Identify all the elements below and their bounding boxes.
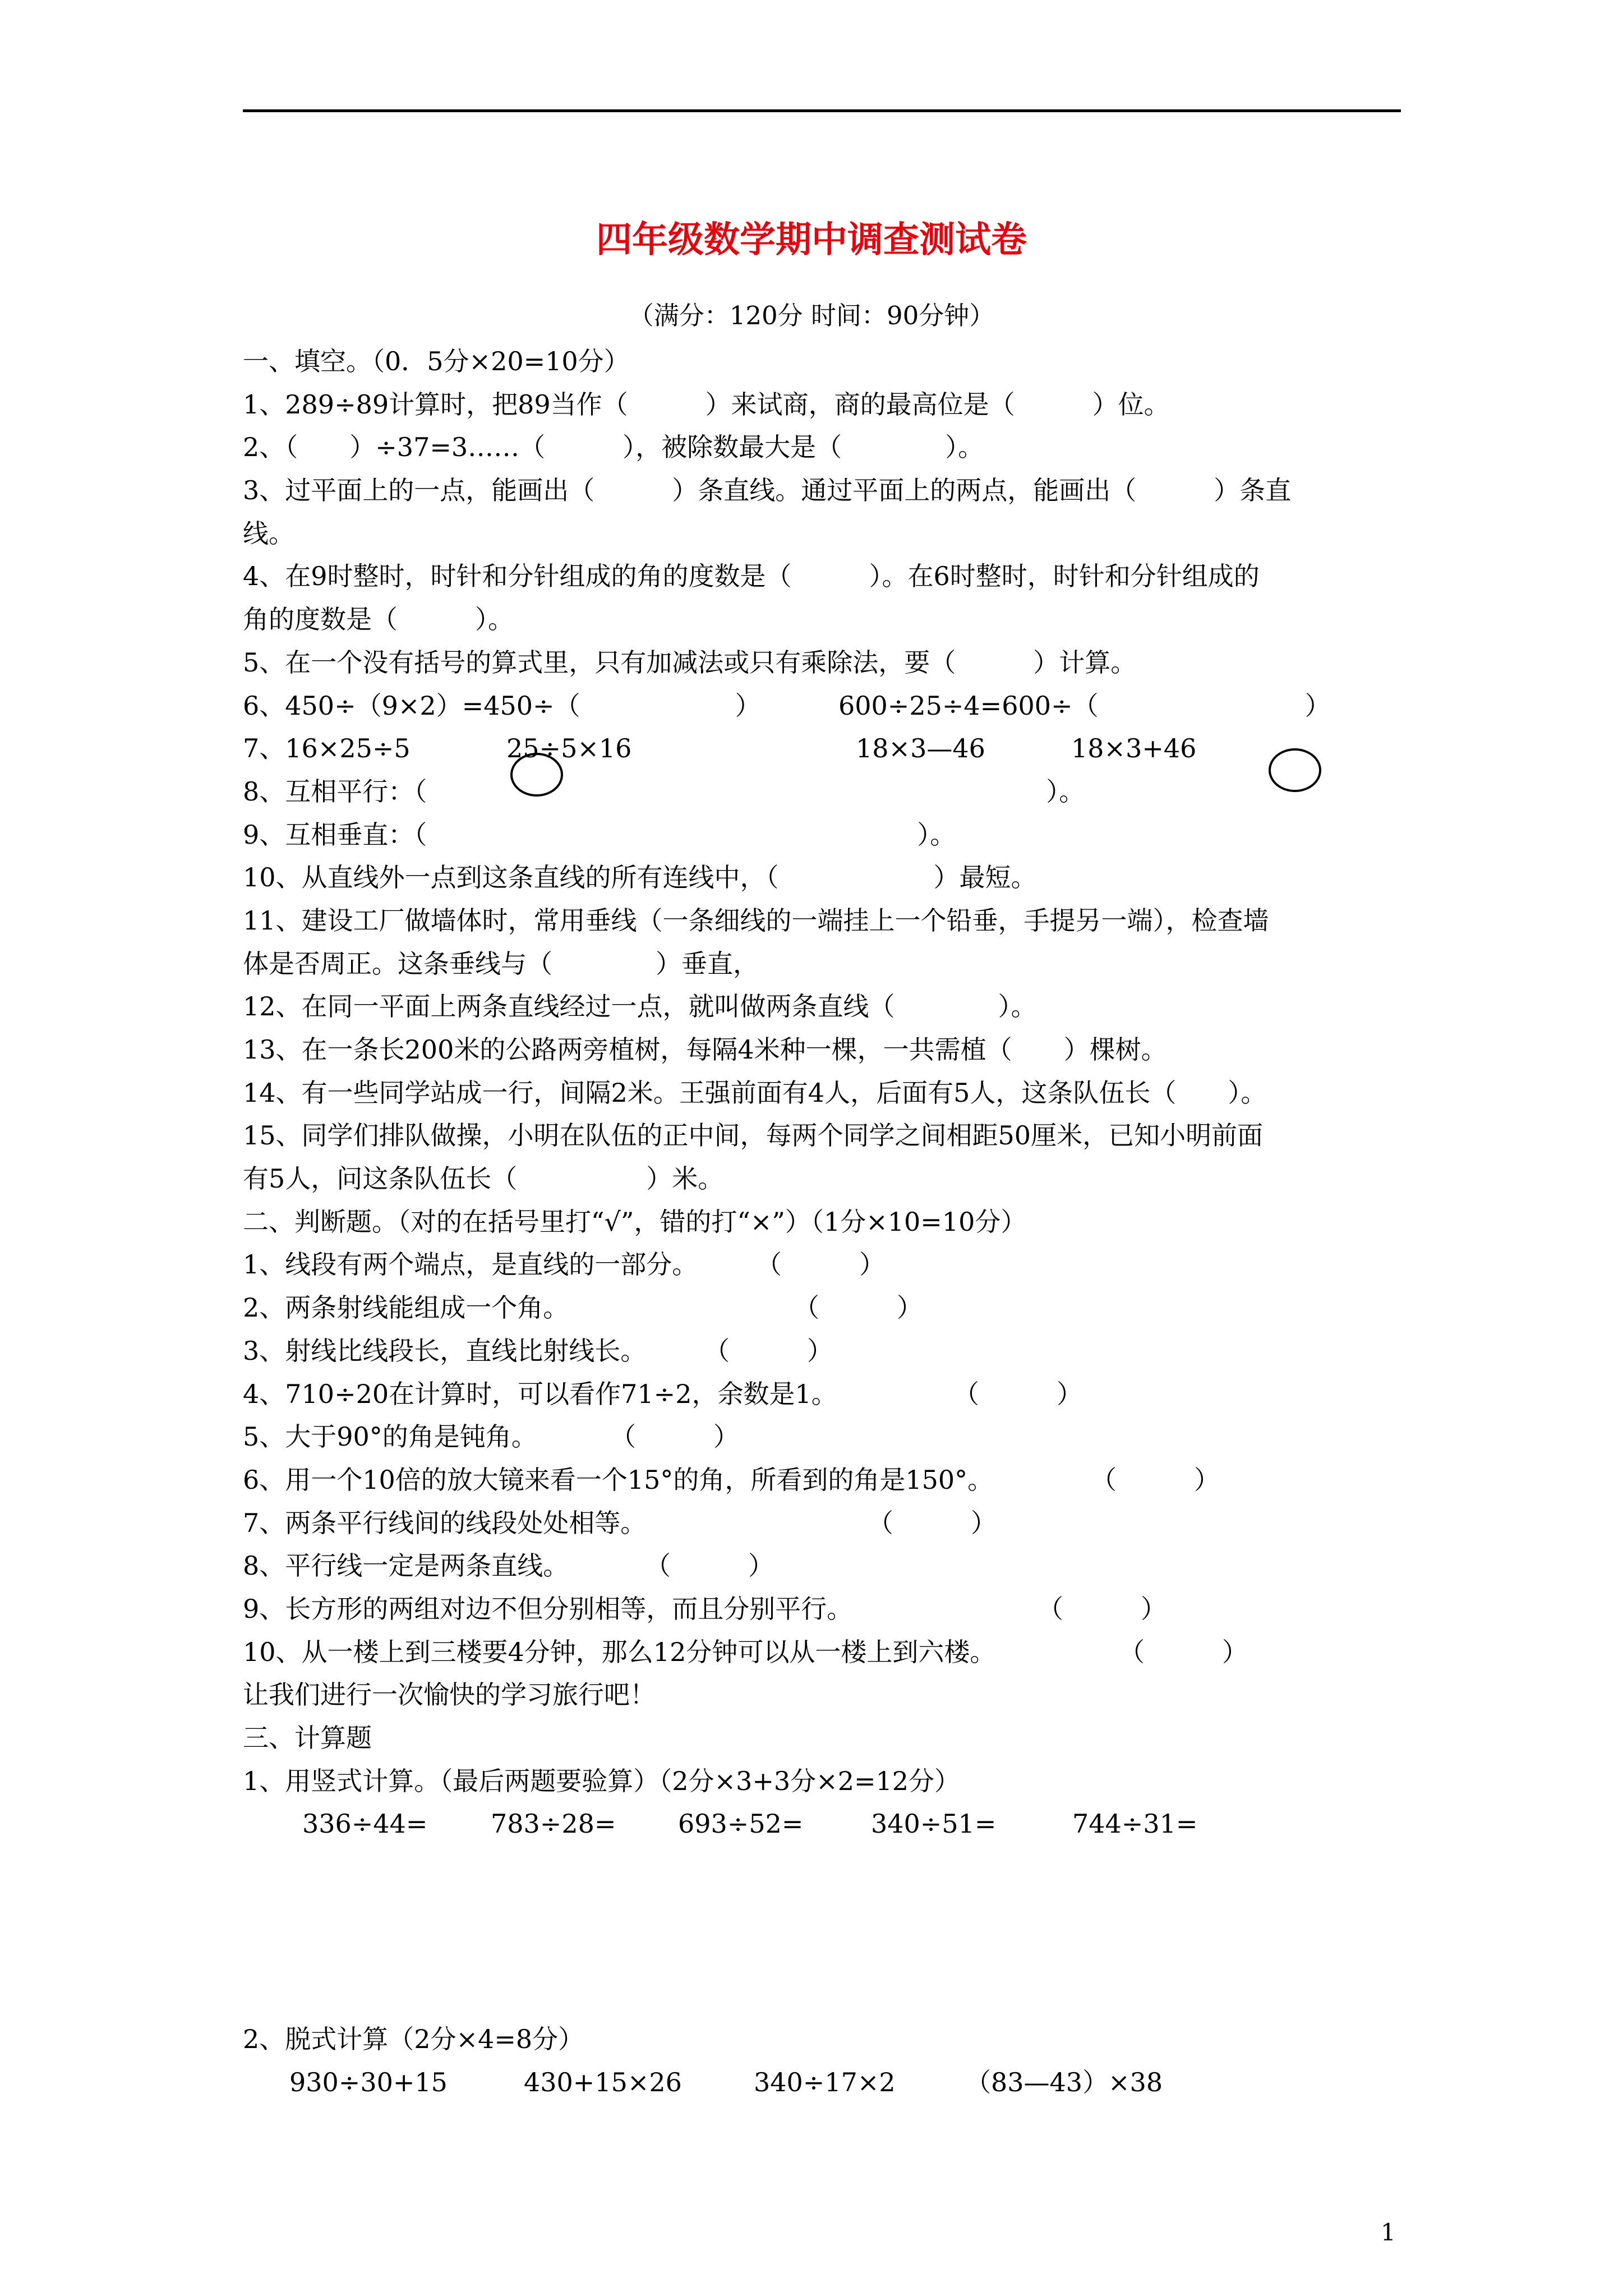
exam-title: 四年级数学期中调查测试卷	[596, 219, 1027, 261]
calc-problem: 336÷44=	[302, 1809, 428, 1839]
question-3-line1: 3、过平面上的一点，能画出（ ）条直线。通过平面上的两点，能画出（ ）条直	[243, 475, 1292, 506]
judge-bracket: （ ）	[610, 1421, 739, 1452]
calc-part1-heading: 1、用竖式计算。（最后两题要验算）（2分×3+3分×2=12分）	[243, 1765, 961, 1796]
exam-subtitle: （满分：120分 时间：90分钟）	[628, 301, 995, 330]
section3-heading: 三、计算题	[243, 1723, 372, 1753]
section2-heading: 二、判断题。（对的在括号里打“√”，错的打“×”）（1分×10=10分）	[243, 1206, 1027, 1237]
section1-heading: 一、填空。（0．5分×20=10分）	[243, 346, 630, 376]
judge-bracket: （ ）	[1038, 1593, 1166, 1624]
question-1: 1、289÷89计算时，把89当作（ ）来试商，商的最高位是（ ）位。	[243, 389, 1170, 420]
question-15-line2: 有5人，问这条队伍长（ ）米。	[243, 1163, 724, 1194]
question-7	[243, 727, 1401, 770]
page-number: 1	[1381, 2219, 1396, 2246]
judge-bracket: （ ）	[1091, 1464, 1220, 1495]
calc-problem: 430+15×26	[524, 2067, 682, 2097]
header-rule	[243, 109, 1401, 112]
calc-part2-heading: 2、脱式计算（2分×4=8分）	[243, 2023, 584, 2054]
question-7d: 18×3+46	[1071, 733, 1197, 764]
work-space	[243, 1846, 1401, 1889]
question-5: 5、在一个没有括号的算式里，只有加减法或只有乘除法，要（ ）计算。	[243, 647, 1137, 678]
calc-problem: （83—43）×38	[965, 2067, 1163, 2097]
work-space	[243, 1889, 1401, 1932]
calc-problem: 340÷51=	[871, 1809, 997, 1839]
judge-text: 7、两条平行线间的线段处处相等。	[243, 1507, 647, 1538]
question-15-line1: 15、同学们排队做操，小明在队伍的正中间，每两个同学之间相距50厘米，已知小明前面	[243, 1120, 1264, 1151]
judge-text: 10、从一楼上到三楼要4分钟，那么12分钟可以从一楼上到六楼。	[243, 1636, 996, 1667]
judge-text: 6、用一个10倍的放大镜来看一个15°的角，所看到的角是150°。	[243, 1464, 994, 1495]
judge-text: 3、射线比线段长，直线比射线长。	[243, 1335, 647, 1366]
exam-body	[243, 340, 1401, 2104]
judge-item	[243, 1243, 1401, 1286]
question-6b: 600÷25÷4=600÷（ ）	[838, 690, 1331, 721]
judge-item	[243, 1415, 1401, 1458]
judge-bracket: （ ）	[645, 1550, 774, 1581]
judge-text: 1、线段有两个端点，是直线的一部分。	[243, 1249, 698, 1280]
question-11-line2: 体是否周正。这条垂线与（ ）垂直，	[243, 948, 759, 979]
question-3-line2: 线。	[243, 518, 294, 549]
question-6	[243, 684, 1401, 728]
calc-problem: 693÷52=	[678, 1809, 804, 1839]
question-6a: 6、450÷（9×2）=450÷（ ）	[243, 690, 761, 721]
judge-item	[243, 1502, 1401, 1545]
question-4-line1: 4、在9时整时，时针和分针组成的角的度数是（ ）。在6时整时，时针和分针组成的	[243, 561, 1260, 592]
encouragement-note: 让我们进行一次愉快的学习旅行吧！	[243, 1680, 656, 1710]
calc-part1-problems	[243, 1802, 1401, 1846]
question-7c: 18×3—46	[856, 733, 985, 764]
calc-problem: 783÷28=	[491, 1809, 616, 1839]
question-11-line1: 11、建设工厂做墙体时，常用垂线（一条细线的一端挂上一个铅垂，手提另一端），检查墙	[243, 905, 1269, 936]
question-9: 9、互相垂直：（ ）。	[243, 819, 956, 850]
judge-bracket: （ ）	[868, 1507, 997, 1538]
question-7b: 25÷5×16	[506, 733, 632, 764]
question-8: 8、互相平行：（ ）。	[243, 776, 1085, 807]
judge-bracket: （ ）	[704, 1335, 833, 1366]
question-4-line2: 角的度数是（ ）。	[243, 604, 514, 635]
judge-item	[243, 1286, 1401, 1329]
calc-part2-problems	[243, 2061, 1401, 2104]
judge-text: 4、710÷20在计算时，可以看作71÷2，余数是1。	[243, 1378, 837, 1409]
question-10: 10、从直线外一点到这条直线的所有连线中，（ ）最短。	[243, 862, 1037, 893]
judge-bracket: （ ）	[1119, 1636, 1248, 1667]
work-space	[243, 1975, 1401, 2018]
calc-problem: 744÷31=	[1072, 1809, 1198, 1839]
judge-text: 8、平行线一定是两条直线。	[243, 1550, 569, 1581]
judge-bracket: （ ）	[756, 1249, 885, 1280]
judge-item	[243, 1588, 1401, 1631]
judge-text: 5、大于90°的角是钝角。	[243, 1421, 537, 1452]
question-12: 12、在同一平面上两条直线经过一点，就叫做两条直线（ ）。	[243, 991, 1037, 1022]
question-14: 14、有一些同学站成一行，间隔2米。王强前面有4人，后面有5人，这条队伍长（ ）。	[243, 1077, 1267, 1108]
judge-text: 2、两条射线能组成一个角。	[243, 1292, 569, 1323]
calc-problem: 340÷17×2	[754, 2067, 896, 2097]
calc-problem: 930÷30+15	[289, 2067, 448, 2097]
judge-item	[243, 1544, 1401, 1588]
question-2: 2、（ ）÷37=3……（ ），被除数最大是（ ）。	[243, 432, 984, 463]
question-7a: 7、16×25÷5	[243, 733, 411, 764]
question-13: 13、在一条长200米的公路两旁植树，每隔4米种一棵，一共需植（ ）棵树。	[243, 1034, 1167, 1065]
work-space	[243, 1931, 1401, 1975]
judge-item	[243, 1373, 1401, 1416]
judge-item	[243, 1631, 1401, 1674]
judge-bracket: （ ）	[794, 1292, 923, 1323]
judge-text: 9、长方形的两组对边不但分别相等，而且分别平行。	[243, 1593, 853, 1624]
judge-item	[243, 1458, 1401, 1502]
judge-bracket: （ ）	[953, 1378, 1082, 1409]
judge-item	[243, 1329, 1401, 1373]
